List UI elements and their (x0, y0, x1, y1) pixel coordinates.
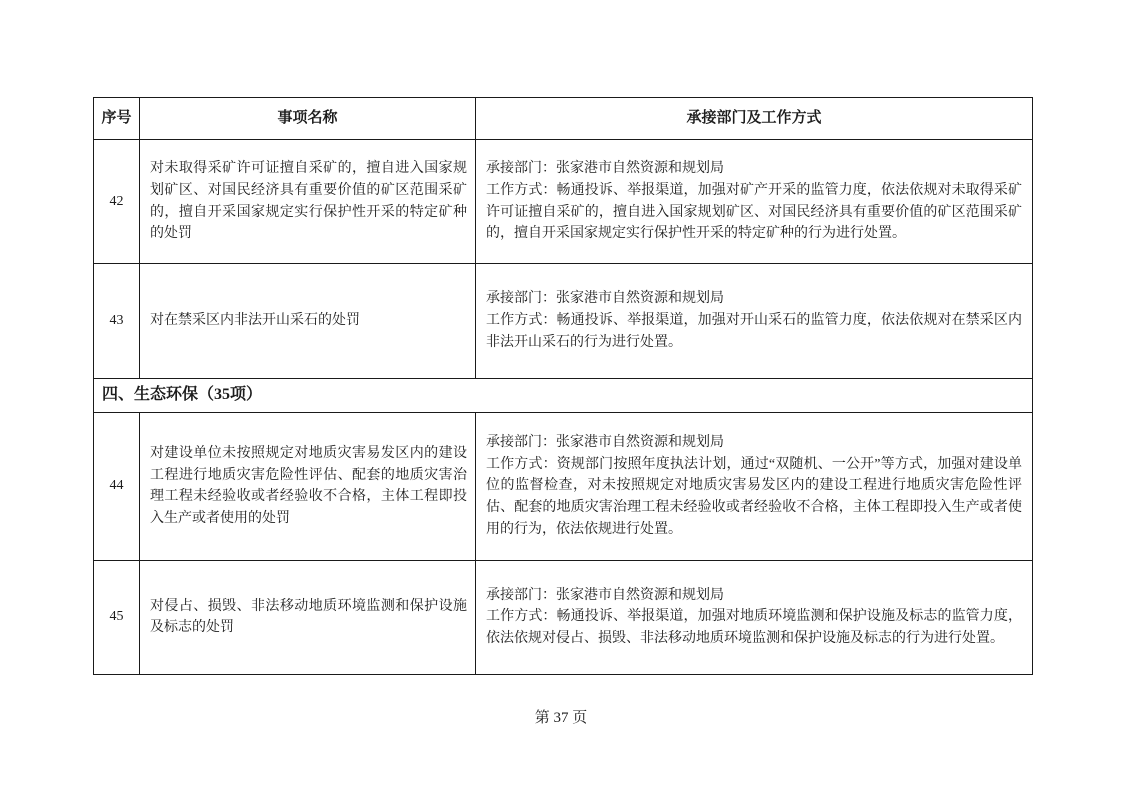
row-item-name: 对在禁采区内非法开山采石的处罚 (140, 264, 476, 379)
row-detail-cell (476, 140, 1033, 264)
row-detail-cell (476, 412, 1033, 560)
row-item-name: 对未取得采矿许可证擅自采矿的，擅自进入国家规划矿区、对国民经济具有重要价值的矿区范围采矿的，擅自开采国家规定实行保护性开采的特定矿种的处罚 (140, 140, 476, 264)
section-header-row (94, 379, 1033, 413)
row-serial-number: 43 (94, 264, 140, 379)
table-header-row (94, 98, 1033, 140)
row-serial-number: 45 (94, 560, 140, 674)
page-number: 第 37 页 (534, 710, 588, 726)
header-department-method: 承接部门及工作方式 (476, 98, 1033, 140)
section-title: 四、生态环保（35项） (94, 379, 1033, 413)
row-serial-number: 42 (94, 140, 140, 264)
row-detail-cell (476, 560, 1033, 674)
row-work-method: 工作方式：畅通投诉、举报渠道，加强对开山采石的监管力度，依法依规对在禁采区内非法开山采石的行为进行处置。 (486, 313, 1022, 350)
table-row (94, 264, 1033, 379)
row-department: 承接部门：张家港市自然资源和规划局 (486, 161, 724, 177)
row-item-name: 对侵占、损毁、非法移动地质环境监测和保护设施及标志的处罚 (140, 560, 476, 674)
table-row (94, 412, 1033, 560)
row-department: 承接部门：张家港市自然资源和规划局 (486, 587, 724, 603)
row-work-method: 工作方式：畅通投诉、举报渠道，加强对矿产开采的监管力度，依法依规对未取得采矿许可证擅自采矿的，擅自进入国家规划矿区、对国民经济具有重要价值的矿区范围采矿的，擅自开采国家规定实行保护性开采的特定矿种的行为进行处置。 (486, 182, 1022, 242)
row-department: 承接部门：张家港市自然资源和规划局 (486, 291, 724, 307)
row-item-name: 对建设单位未按照规定对地质灾害易发区内的建设工程进行地质灾害危险性评估、配套的地质灾害治理工程未经验收或者经验收不合格，主体工程即投入生产或者使用的处罚 (140, 412, 476, 560)
table-row (94, 560, 1033, 674)
row-work-method: 工作方式：畅通投诉、举报渠道，加强对地质环境监测和保护设施及标志的监管力度，依法依规对侵占、损毁、非法移动地质环境监测和保护设施及标志的行为进行处置。 (486, 609, 1022, 647)
header-item-name: 事项名称 (140, 98, 476, 140)
row-serial-number: 44 (94, 412, 140, 560)
items-table (93, 97, 1033, 675)
row-work-method: 工作方式：资规部门按照年度执法计划，通过“双随机、一公开”等方式，加强对建设单位的监督检查，对未按照规定对地质灾害易发区内的建设工程进行地质灾害危险性评估、配套的地质灾害治理工程未经验收或者经验收不合格，主体工程即投入生产或者使用的行为，依法依规进行处置。 (486, 456, 1022, 537)
header-serial-number: 序号 (94, 98, 140, 140)
row-department: 承接部门：张家港市自然资源和规划局 (486, 435, 724, 451)
table-row (94, 140, 1033, 264)
row-detail-cell (476, 264, 1033, 379)
